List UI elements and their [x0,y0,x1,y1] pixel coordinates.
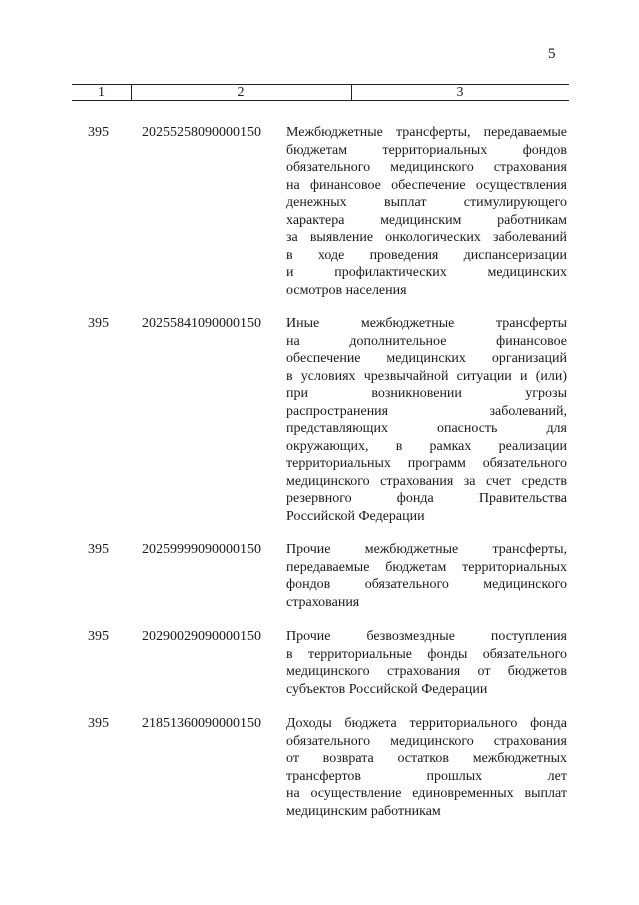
description-line: на дополнительное финансовое [286,333,567,349]
admin-code-cell: 395 [88,316,109,331]
header-col-2: 2 [131,85,352,100]
description-line: резервного фонда Правительства [286,491,567,506]
description-line: бюджетам территориальных фондов [286,142,567,158]
budget-code-cell: 20255258090000150 [142,125,261,140]
description-line: трансфертов прошлых лет [286,768,567,784]
description-line: Прочие безвозмездные поступления [286,629,567,644]
description-line: Межбюджетные трансферты, передаваемые [286,125,567,140]
description-cell [286,541,567,611]
description-line: денежных выплат стимулирующего [286,195,567,210]
description-line: медицинским работникам [286,803,441,819]
description-line: и профилактических медицинских [286,265,567,280]
description-line: распространения заболеваний, [286,403,567,419]
budget-code-cell: 21851360090000150 [142,716,261,731]
description-line: передаваемые бюджетам территориальных [286,559,567,575]
budget-code-cell: 20259999090000150 [142,542,261,557]
description-line: страхования [286,594,360,610]
description-line: от возврата остатков межбюджетных [286,751,567,766]
description-line: в условиях чрезвычайной ситуации и (или) [286,368,567,384]
budget-code-cell: 20255841090000150 [142,316,261,331]
description-line: фондов обязательного медицинского [286,577,567,592]
description-line: на финансовое обеспечение осуществления [286,177,567,193]
description-line: обязательного медицинского страхования [286,733,567,749]
description-line: Российской Федерации [286,508,425,524]
description-line: в ходе проведения диспансеризации [286,247,567,263]
description-line: медицинского страхования от бюджетов [286,664,567,679]
description-line: окружающих, в рамках реализации [286,438,567,454]
description-line: при возникновении угрозы [286,386,567,401]
description-line: Прочие межбюджетные трансферты, [286,542,567,557]
description-line: в территориальные фонды обязательного [286,646,567,662]
description-line: осмотров населения [286,282,407,298]
description-line: Иные межбюджетные трансферты [286,316,567,331]
description-line: представляющих опасность для [286,421,567,436]
description-cell [286,628,567,698]
header-col-3: 3 [456,85,464,100]
table-header [72,84,569,101]
description-line: на осуществление единовременных выплат [286,786,567,801]
description-line: обеспечение медицинских организаций [286,351,567,366]
description-line: за выявление онкологических заболеваний [286,230,567,245]
description-line: Доходы бюджета территориального фонда [286,716,567,731]
description-line: территориальных программ обязательного [286,456,567,471]
admin-code-cell: 395 [88,629,109,644]
description-cell [286,715,567,820]
description-cell [286,124,567,299]
description-line: характера медицинским работникам [286,212,567,228]
description-line: медицинского страхования за счет средств [286,473,567,489]
description-line: обязательного медицинского страхования [286,160,567,175]
admin-code-cell: 395 [88,542,109,557]
budget-code-cell: 20290029090000150 [142,629,261,644]
description-line: субъектов Российской Федерации [286,681,488,697]
page-number: 5 [548,46,556,62]
header-col-1: 1 [72,85,132,100]
admin-code-cell: 395 [88,125,109,140]
admin-code-cell: 395 [88,716,109,731]
description-cell [286,315,567,525]
